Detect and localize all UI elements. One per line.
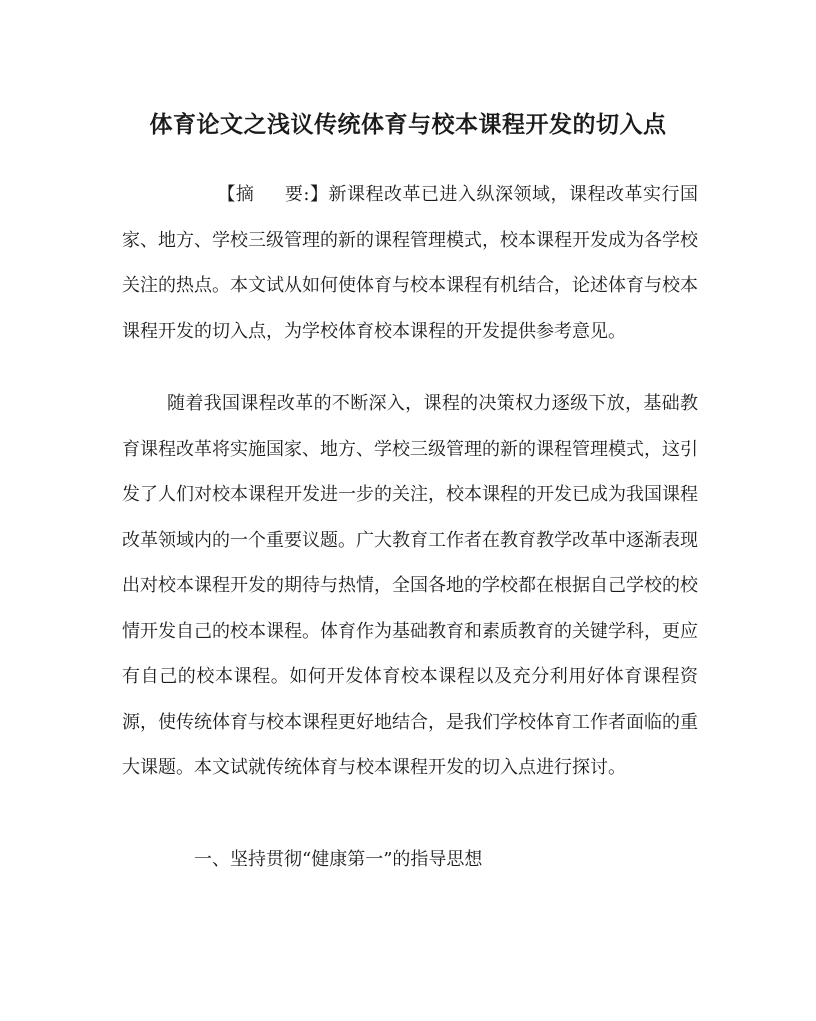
abstract-label-open: 【摘 <box>217 184 255 205</box>
abstract-label-close: 要:】 <box>284 184 329 205</box>
section-heading: 一、坚持贯彻“健康第一”的指导思想 <box>194 849 483 870</box>
abstract-text: 新课程改革已进入纵深领域，课程改革实行国家、地方、学校三级管理的新的课程管理模式，校本课程开发成为各学校关注的热点。本文试从如何使体育与校本课程有机结合，论述体育与校本课程开发的切入点，为学校体育校本课程的开发提供参考意见。 <box>122 184 699 342</box>
abstract-paragraph <box>122 172 698 354</box>
body-paragraph: 随着我国课程改革的不断深入，课程的决策权力逐级下放，基础教育课程改革将实施国家、地方、学校三级管理的新的课程管理模式，这引发了人们对校本课程开发进一步的关注，校本课程的开发已成为我国课程改革领域内的一个重要议题。广大教育工作者在教育教学改革中逐渐表现出对校本课程开发的期待与热情，全国各地的学校都在根据自己学校的校情开发自己的校本课程。体育作为基础教育和素质教育的关键学科，更应有自己的校本课程。如何开发体育校本课程以及充分利用好体育课程资源，使传统体育与校本课程更好地结合，是我们学校体育工作者面临的重大课题。本文试就传统体育与校本课程开发的切入点进行探讨。 <box>122 393 698 778</box>
document-title: 体育论文之浅议传统体育与校本课程开发的切入点 <box>149 111 667 138</box>
